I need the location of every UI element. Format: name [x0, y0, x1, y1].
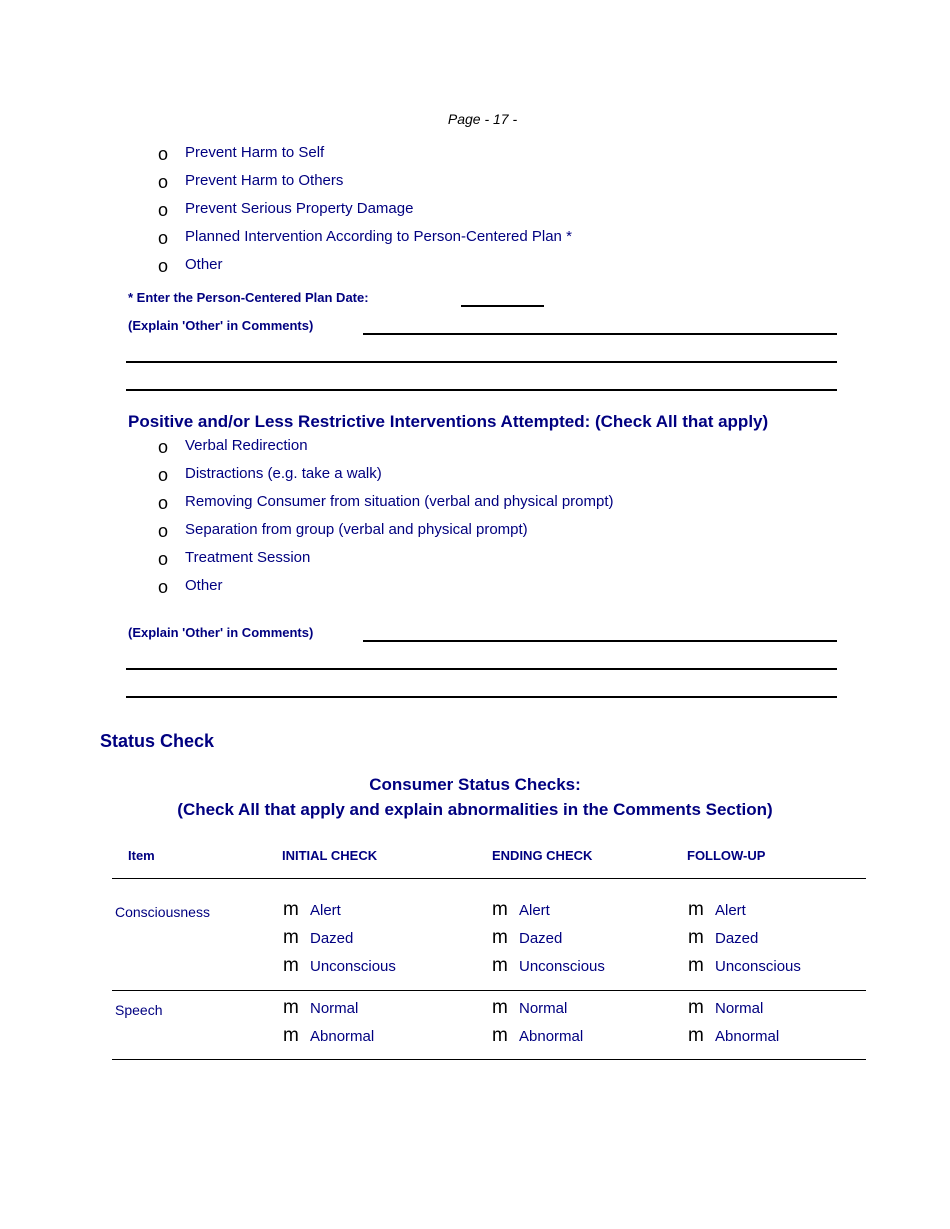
- option-label: Prevent Harm to Self: [185, 144, 325, 161]
- option-label: Normal: [519, 1000, 568, 1017]
- radio-circle-icon[interactable]: o: [158, 172, 169, 192]
- status-check-title: Status Check: [100, 731, 215, 751]
- option-label: Prevent Serious Property Damage: [185, 200, 414, 217]
- checkbox-icon[interactable]: m: [688, 899, 704, 920]
- radio-circle-icon[interactable]: o: [158, 256, 169, 276]
- option-label: Dazed: [310, 930, 354, 947]
- row-label-consciousness: Consciousness: [115, 904, 210, 920]
- option-label: Distractions (e.g. take a walk): [185, 465, 382, 482]
- radio-circle-icon[interactable]: o: [158, 521, 169, 541]
- option-label: Dazed: [715, 930, 759, 947]
- column-header-initial-check: INITIAL CHECK: [282, 848, 378, 863]
- explain-other-field-line-3[interactable]: [126, 696, 837, 698]
- explain-other-field-line-2[interactable]: [126, 361, 837, 363]
- radio-circle-icon[interactable]: o: [158, 577, 169, 597]
- checkbox-icon[interactable]: m: [283, 899, 299, 920]
- checkbox-icon[interactable]: m: [492, 997, 508, 1018]
- checkbox-icon[interactable]: m: [688, 1025, 704, 1046]
- option-label: Dazed: [519, 930, 563, 947]
- checkbox-icon[interactable]: m: [283, 927, 299, 948]
- option-label: Removing Consumer from situation (verbal and physical prompt): [185, 493, 614, 510]
- explain-other-label: (Explain 'Other' in Comments): [128, 625, 314, 640]
- option-label: Separation from group (verbal and physical prompt): [185, 521, 528, 538]
- explain-other-label: (Explain 'Other' in Comments): [128, 318, 314, 333]
- column-header-follow-up: FOLLOW-UP: [687, 848, 766, 863]
- explain-other-field-line-1[interactable]: [363, 640, 837, 642]
- checkbox-icon[interactable]: m: [688, 997, 704, 1018]
- option-label: Planned Intervention According to Person-Centered Plan *: [185, 228, 572, 245]
- checkbox-icon[interactable]: m: [283, 997, 299, 1018]
- option-label: Abnormal: [519, 1028, 584, 1045]
- radio-circle-icon[interactable]: o: [158, 228, 169, 248]
- checkbox-icon[interactable]: m: [492, 927, 508, 948]
- checkbox-icon[interactable]: m: [492, 899, 508, 920]
- status-table-title: Consumer Status Checks:: [369, 775, 581, 794]
- plan-date-label: * Enter the Person-Centered Plan Date:: [128, 290, 369, 305]
- column-header-item: Item: [128, 848, 155, 863]
- radio-circle-icon[interactable]: o: [158, 437, 169, 457]
- option-label: Abnormal: [715, 1028, 780, 1045]
- radio-circle-icon[interactable]: o: [158, 549, 169, 569]
- option-label: Unconscious: [519, 958, 605, 975]
- option-label: Normal: [310, 1000, 359, 1017]
- option-label: Verbal Redirection: [185, 437, 308, 454]
- option-label: Alert: [715, 902, 746, 919]
- table-row-divider: [112, 990, 866, 991]
- radio-circle-icon[interactable]: o: [158, 493, 169, 513]
- option-label: Alert: [519, 902, 550, 919]
- status-table-subtitle: (Check All that apply and explain abnormalities in the Comments Section): [177, 800, 773, 819]
- option-label: Alert: [310, 902, 341, 919]
- row-label-speech: Speech: [115, 1002, 163, 1018]
- page-number: Page - 17 -: [447, 111, 518, 127]
- checkbox-icon[interactable]: m: [688, 927, 704, 948]
- radio-circle-icon[interactable]: o: [158, 200, 169, 220]
- interventions-heading: Positive and/or Less Restrictive Interventions Attempted: (Check All that apply): [128, 412, 769, 431]
- checkbox-icon[interactable]: m: [283, 1025, 299, 1046]
- option-label: Normal: [715, 1000, 764, 1017]
- option-label: Unconscious: [310, 958, 396, 975]
- checkbox-icon[interactable]: m: [688, 955, 704, 976]
- option-label: Prevent Harm to Others: [185, 172, 344, 189]
- checkbox-icon[interactable]: m: [492, 955, 508, 976]
- option-label: Other: [185, 577, 223, 594]
- option-label: Abnormal: [310, 1028, 375, 1045]
- option-label: Unconscious: [715, 958, 801, 975]
- checkbox-icon[interactable]: m: [492, 1025, 508, 1046]
- radio-circle-icon[interactable]: o: [158, 144, 169, 164]
- radio-circle-icon[interactable]: o: [158, 465, 169, 485]
- explain-other-field-line-1[interactable]: [363, 333, 837, 335]
- option-label: Other: [185, 256, 223, 273]
- explain-other-field-line-2[interactable]: [126, 668, 837, 670]
- column-header-ending-check: ENDING CHECK: [492, 848, 593, 863]
- plan-date-field[interactable]: [461, 305, 544, 307]
- table-header-divider: [112, 878, 866, 879]
- table-bottom-divider: [112, 1059, 866, 1060]
- option-label: Treatment Session: [185, 549, 311, 566]
- explain-other-field-line-3[interactable]: [126, 389, 837, 391]
- checkbox-icon[interactable]: m: [283, 955, 299, 976]
